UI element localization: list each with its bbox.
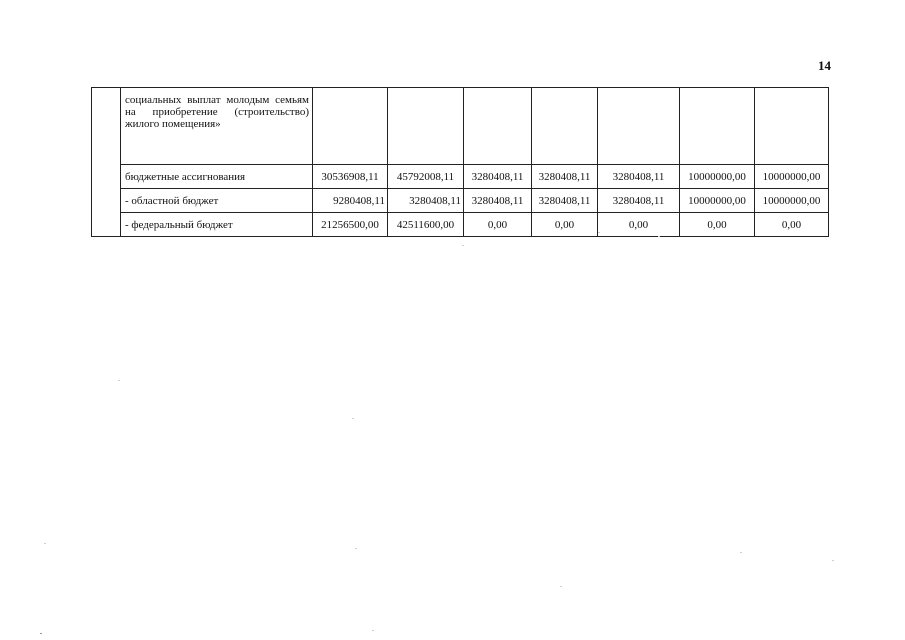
scan-speck bbox=[352, 418, 354, 419]
value-cell: 21256500,00 bbox=[313, 213, 388, 237]
scan-speck bbox=[832, 560, 834, 561]
scan-speck bbox=[462, 245, 464, 246]
table-row bbox=[92, 165, 829, 189]
value-cell: 10000000,00 bbox=[755, 189, 829, 213]
empty-cell bbox=[313, 88, 388, 165]
value-cell: 30536908,11 bbox=[313, 165, 388, 189]
table-row bbox=[92, 88, 829, 165]
scan-speck bbox=[355, 548, 357, 549]
scan-speck bbox=[658, 236, 660, 237]
empty-cell bbox=[532, 88, 598, 165]
row-label-cell: - областной бюджет bbox=[121, 189, 313, 213]
scan-speck bbox=[44, 543, 46, 544]
empty-cell bbox=[680, 88, 755, 165]
scan-speck bbox=[740, 552, 742, 553]
value-cell: 10000000,00 bbox=[755, 165, 829, 189]
empty-cell bbox=[598, 88, 680, 165]
page-number: 14 bbox=[818, 58, 831, 73]
value-cell: 10000000,00 bbox=[680, 189, 755, 213]
value-cell: 0,00 bbox=[464, 213, 532, 237]
value-cell: 9280408,11 bbox=[313, 189, 388, 213]
value-cell: 45792008,11 bbox=[388, 165, 464, 189]
scan-speck bbox=[372, 630, 374, 631]
empty-cell bbox=[388, 88, 464, 165]
value-cell: 0,00 bbox=[680, 213, 755, 237]
scan-speck bbox=[118, 380, 120, 381]
empty-cell bbox=[755, 88, 829, 165]
program-description-cell: социальных выплат молодым семьям на приобретение (строительство) жилого помещения» bbox=[121, 88, 313, 165]
row-number-cell bbox=[92, 88, 121, 237]
value-cell: 3280408,11 bbox=[464, 189, 532, 213]
value-cell: 3280408,11 bbox=[532, 189, 598, 213]
value-cell: 3280408,11 bbox=[532, 165, 598, 189]
value-cell: 0,00 bbox=[755, 213, 829, 237]
budget-table bbox=[91, 87, 829, 237]
value-cell: 42511600,00 bbox=[388, 213, 464, 237]
scan-speck bbox=[560, 586, 562, 587]
scan-speck bbox=[598, 232, 600, 233]
value-cell: 0,00 bbox=[532, 213, 598, 237]
value-cell: 3280408,11 bbox=[598, 189, 680, 213]
table-row bbox=[92, 213, 829, 237]
value-cell: 3280408,11 bbox=[464, 165, 532, 189]
empty-cell bbox=[464, 88, 532, 165]
table-row bbox=[92, 189, 829, 213]
row-label-cell: - федеральный бюджет bbox=[121, 213, 313, 237]
value-cell: 3280408,11 bbox=[598, 165, 680, 189]
scan-speck bbox=[40, 633, 42, 634]
row-label-cell: бюджетные ассигнования bbox=[121, 165, 313, 189]
value-cell: 0,00 bbox=[598, 213, 680, 237]
value-cell: 3280408,11 bbox=[388, 189, 464, 213]
value-cell: 10000000,00 bbox=[680, 165, 755, 189]
